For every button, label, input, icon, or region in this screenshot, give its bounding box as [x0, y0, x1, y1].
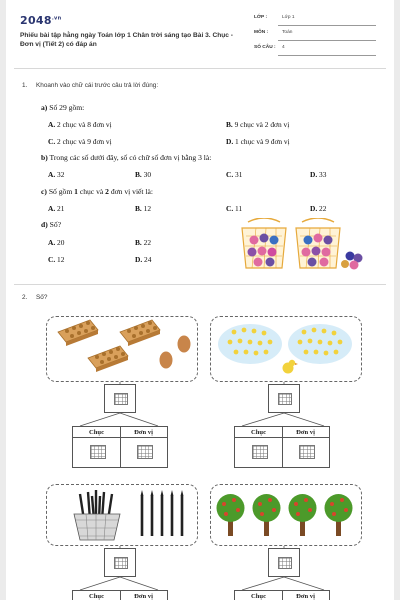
- tens-answer-cell[interactable]: [252, 445, 268, 459]
- total-answer-box[interactable]: [268, 384, 300, 413]
- q1a-prompt: a) Số 29 gồm:: [41, 103, 85, 112]
- q1d-prompt: d) Số?: [41, 220, 62, 229]
- q1c-option-d[interactable]: D. 22: [310, 204, 327, 213]
- egg-tray-icon: [120, 320, 160, 346]
- place-value-table: [72, 590, 168, 600]
- q1b-prompt: b) Trong các số dưới đây, số có chữ số đơn vị bằng 3 là:: [41, 153, 212, 162]
- q1a-option-b[interactable]: B. 9 chục và 2 đơn vị: [226, 120, 290, 129]
- worksheet-title: Phiếu bài tập hằng ngày Toán lớp 1 Chân trời sáng tạo Bài 3. Chục - Đơn vị (Tiết 2) có đáp án: [20, 32, 233, 48]
- total-answer-box[interactable]: [104, 548, 136, 577]
- q1a-option-c[interactable]: C. 2 chục và 9 đơn vị: [48, 137, 112, 146]
- header-divider: [14, 68, 386, 69]
- connector-lines: [6, 546, 394, 600]
- tens-header: Chục: [88, 429, 105, 436]
- q1d-option-b[interactable]: B. 22: [135, 238, 152, 247]
- loose-fruit-icon: [341, 252, 363, 270]
- egg-tray-icon: [88, 346, 128, 372]
- ones-header: Đơn vị: [296, 593, 315, 600]
- chick-groups-illustration: [212, 318, 360, 380]
- fruit-bags-illustration: [236, 218, 366, 278]
- egg-icon: [178, 336, 191, 353]
- place-value-table: [234, 426, 330, 468]
- q1d-option-c[interactable]: C. 12: [48, 255, 65, 264]
- total-answer-box[interactable]: [104, 384, 136, 413]
- q1c-option-a[interactable]: A. 21: [48, 204, 65, 213]
- ones-answer-cell[interactable]: [299, 445, 315, 459]
- mesh-bag-icon: [296, 218, 340, 268]
- q1b-option-b[interactable]: B. 30: [135, 170, 152, 179]
- q1d-option-a[interactable]: A. 20: [48, 238, 65, 247]
- fruit-tree-icon: [217, 494, 245, 536]
- q1c-option-c[interactable]: C. 11: [226, 204, 243, 213]
- pencil-cup-icon: [74, 490, 120, 540]
- q1b-option-a[interactable]: A. 32: [48, 170, 65, 179]
- place-value-table: [234, 590, 330, 600]
- place-value-table: [72, 426, 168, 468]
- fruit-tree-icon: [289, 494, 317, 536]
- meta-question-count: SỐ CÂU : 4: [254, 44, 376, 56]
- q1b-option-c[interactable]: C. 31: [226, 170, 243, 179]
- worksheet-header: [6, 0, 394, 66]
- section-divider: [14, 284, 386, 285]
- pencils-illustration: [50, 486, 196, 544]
- q1c-prompt: c) Số gồm 1 chục và 2 đơn vị viết là:: [41, 187, 154, 196]
- meta-class: LỚP : Lớp 1: [254, 14, 376, 26]
- single-chick-icon: [283, 360, 299, 374]
- tens-header: Chục: [250, 429, 267, 436]
- worksheet-page: [6, 0, 394, 600]
- fruit-trees-illustration: [212, 486, 360, 544]
- q1d-option-d[interactable]: D. 24: [135, 255, 152, 264]
- egg-icon: [160, 352, 173, 369]
- egg-trays-illustration: [50, 318, 196, 380]
- ones-header: Đơn vị: [134, 429, 153, 436]
- mesh-bag-icon: [242, 218, 286, 268]
- pencil-icon: [142, 496, 182, 536]
- q1a-option-d[interactable]: D. 1 chục và 9 đơn vị: [226, 137, 290, 146]
- egg-tray-icon: [58, 320, 98, 346]
- ones-header: Đơn vị: [296, 429, 315, 436]
- fruit-tree-icon: [253, 494, 281, 536]
- tens-header: Chục: [88, 593, 105, 600]
- connector-lines: [6, 382, 394, 428]
- ones-answer-cell[interactable]: [137, 445, 153, 459]
- q1b-option-d[interactable]: D. 33: [310, 170, 327, 179]
- q1-heading: 1. Khoanh vào chữ cái trước câu trả lời đúng:: [22, 82, 159, 89]
- q1a-option-a[interactable]: A. 2 chục và 8 đơn vị: [48, 120, 112, 129]
- total-answer-box[interactable]: [268, 548, 300, 577]
- q1c-option-b[interactable]: B. 12: [135, 204, 152, 213]
- ones-header: Đơn vị: [134, 593, 153, 600]
- q2-heading: 2. Số?: [22, 294, 48, 301]
- meta-subject: MÔN : Toán: [254, 29, 376, 41]
- site-logo[interactable]: $2048^{.vn}$: [20, 14, 62, 27]
- tens-header: Chục: [250, 593, 267, 600]
- tens-answer-cell[interactable]: [90, 445, 106, 459]
- fruit-tree-icon: [325, 494, 353, 536]
